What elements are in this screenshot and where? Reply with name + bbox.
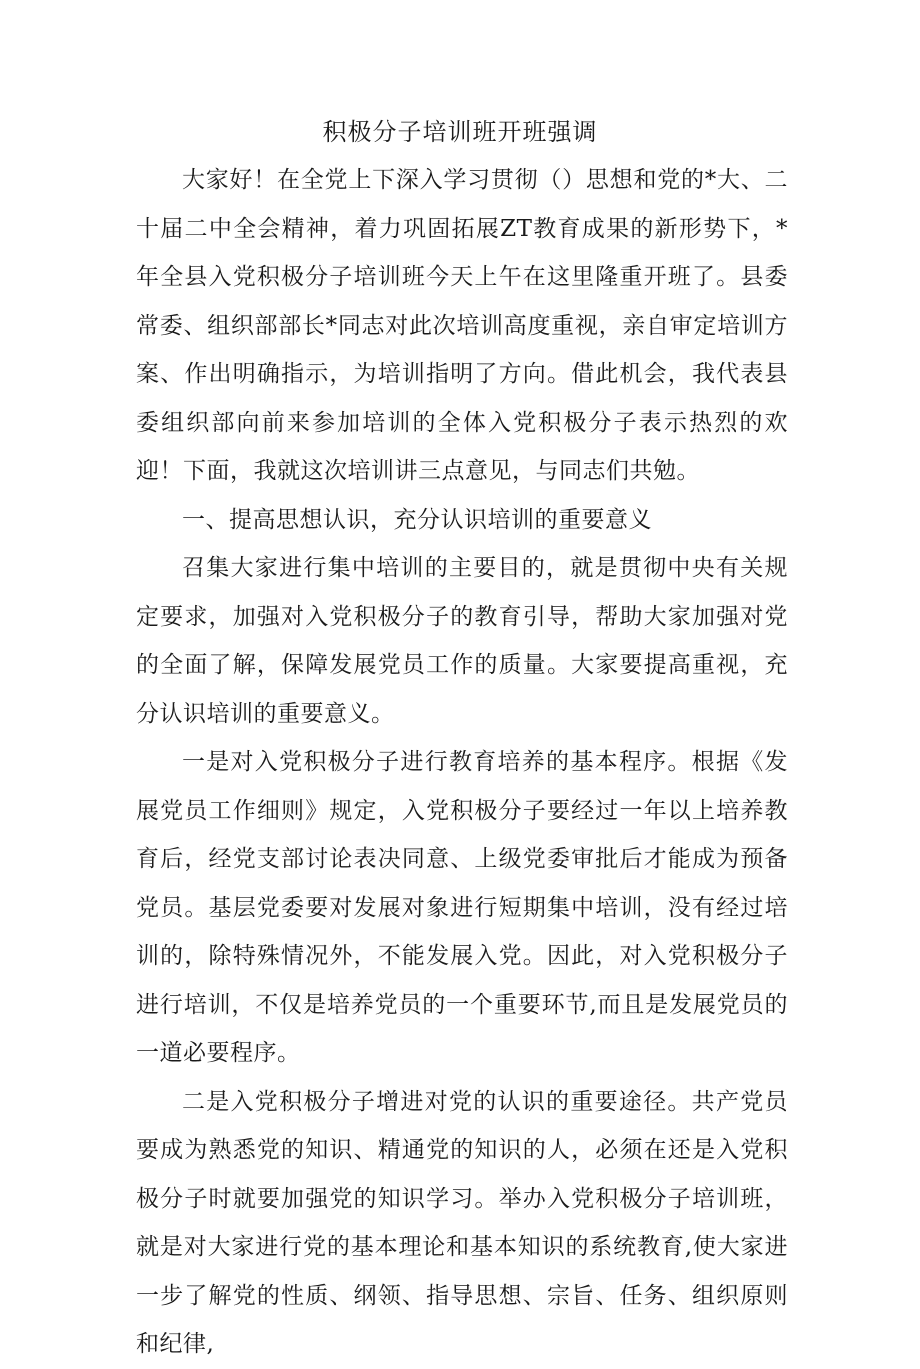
paragraph-point-2: 二是入党积极分子增进对党的认识的重要途径。共产党员要成为熟悉党的知识、精通党的知识的人，必须在还是入党积极分子时就要加强党的知识学习。举办入党积极分子培训班，就是对大家进行党的基本理论和基本知识的系统教育,使大家进一步了解党的性质、纲领、指导思想、宗旨、任务、组织原则和纪律, bbox=[136, 1088, 788, 1357]
paragraph-purpose: 召集大家进行集中培训的主要目的，就是贯彻中央有关规定要求，加强对入党积极分子的教育引导，帮助大家加强对党的全面了解，保障发展党员工作的质量。大家要提高重视，充分认识培训的重要意义。 bbox=[136, 555, 788, 727]
paragraph-greeting: 大家好！在全党上下深入学习贯彻（）思想和党的*大、二十届二中全会精神，着力巩固拓展ZT教育成果的新形势下，*年全县入党积极分子培训班今天上午在这里隆重开班了。县委常委、组织部部长*同志对此次培训高度重视，亲自审定培训方案、作出明确指示，为培训指明了方向。借此机会，我代表县委组织部向前来参加培训的全体入党积极分子表示热烈的欢迎！下面，我就这次培训讲三点意见，与同志们共勉。 bbox=[136, 167, 788, 484]
paragraph-point-1: 一是对入党积极分子进行教育培养的基本程序。根据《发展党员工作细则》规定，入党积极分子要经过一年以上培养教育后，经党支部讨论表决同意、上级党委审批后才能成为预备党员。基层党委要对发展对象进行短期集中培训，没有经过培训的，除特殊情况外，不能发展入党。因此，对入党积极分子进行培训，不仅是培养党员的一个重要环节,而且是发展党员的一道必要程序。 bbox=[136, 749, 788, 1066]
document-title: 积极分子培训班开班强调 bbox=[322, 118, 598, 146]
document-body bbox=[136, 156, 788, 1369]
section-heading-1: 一、提高思想认识，充分认识培训的重要意义 bbox=[182, 506, 652, 533]
